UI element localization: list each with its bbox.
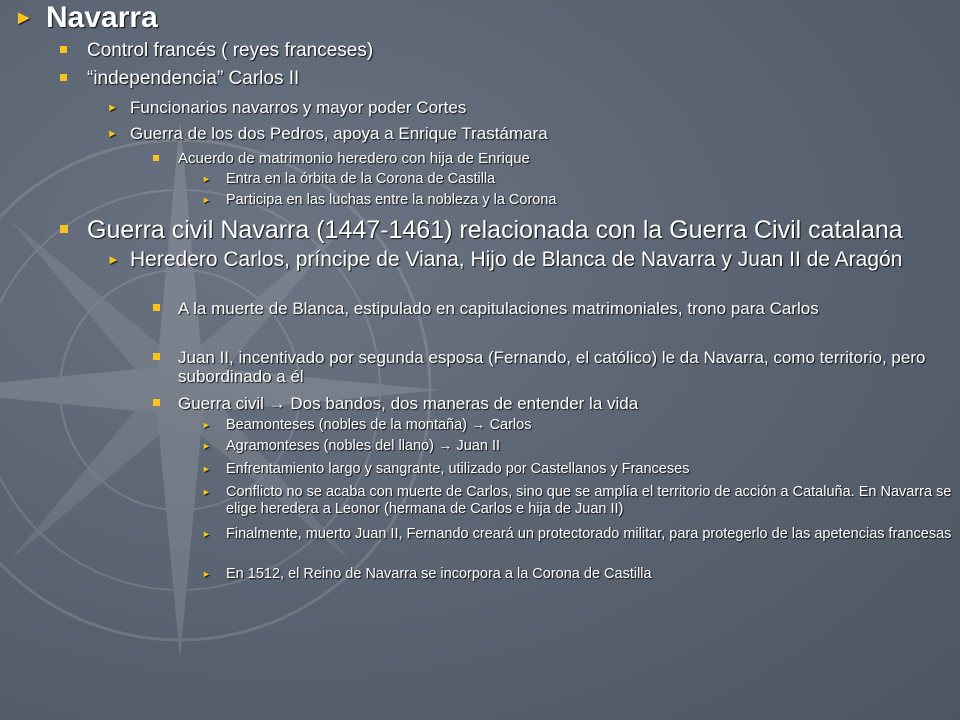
bullet-text: Navarra [46,1,158,34]
arrow-bullet-icon: ► [14,7,34,29]
bullet-line [202,417,952,434]
square-bullet-icon [60,74,67,81]
bullet-text: Entra en la órbita de la Corona de Castilla [226,171,496,187]
bullet-line [60,68,299,90]
arrow-bullet-icon: ► [202,441,211,451]
arrow-bullet-icon: ► [202,195,211,205]
bullet-text: Juan II, incentivado por segunda esposa (Fernando, el católico) le da Navarra, como territorio, pero subordinado a él [178,348,926,386]
arrow-bullet-icon: ► [107,252,120,267]
bullet-text: A la muerte de Blanca, estipulado en capitulaciones matrimoniales, trono para Carlos [178,299,819,318]
bullet-line [153,299,933,318]
bullet-line [60,40,373,62]
bullet-line [14,2,158,34]
bullet-text: Guerra civil Navarra (1447-1461) relacionada con la Guerra Civil catalana [87,216,903,244]
bullet-line [202,484,952,518]
arrow-bullet-icon: ► [202,569,211,579]
bullet-text: Participa en las luchas entre la nobleza y la Corona [226,192,557,208]
bullet-line [202,461,952,478]
square-bullet-icon [153,155,159,161]
bullet-text: Acuerdo de matrimonio heredero con hija de Enrique [178,150,530,167]
bullet-line [202,438,952,455]
bullet-line [153,348,933,386]
bullet-line [153,150,530,167]
bullet-text: Agramonteses (nobles del llano) → Juan II [226,438,501,454]
bullet-text: Guerra civil → Dos bandos, dos maneras de entender la vida [178,394,639,413]
bullet-text: Finalmente, muerto Juan II, Fernando creará un protectorado militar, para protegerlo de las apetencias francesas [226,526,952,542]
bullet-text: Heredero Carlos, príncipe de Viana, Hijo de Blanca de Navarra y Juan II de Aragón [130,248,903,271]
bullet-line [107,98,466,118]
bullet-line [153,394,933,413]
bullet-line [202,192,952,209]
bullet-line [107,124,548,144]
square-bullet-icon [153,399,160,406]
bullet-line [202,566,952,583]
arrow-bullet-icon: ► [202,487,211,497]
bullet-line [60,217,950,243]
bullet-text: Guerra de los dos Pedros, apoya a Enrique Trastámara [130,124,548,143]
square-bullet-icon [153,304,160,311]
square-bullet-icon [153,353,160,360]
arrow-bullet-icon: ► [107,128,118,140]
arrow-bullet-icon: ► [107,102,118,114]
arrow-bullet-icon: ► [202,420,211,430]
bullet-line [202,171,952,188]
bullet-text: Funcionarios navarros y mayor poder Cortes [130,98,467,117]
arrow-bullet-icon: ► [202,464,211,474]
bullet-line [202,526,952,543]
square-bullet-icon [60,46,67,53]
bullet-text: “independencia” Carlos II [87,68,300,89]
bullet-text: Beamonteses (nobles de la montaña) → Carlos [226,417,532,433]
bullet-text: Control francés ( reyes franceses) [87,40,374,61]
bullet-text: En 1512, el Reino de Navarra se incorpora a la Corona de Castilla [226,566,652,582]
bullet-text: Enfrentamiento largo y sangrante, utilizado por Castellanos y Franceses [226,461,690,477]
arrow-bullet-icon: ► [202,174,211,184]
bullet-text: Conflicto no se acaba con muerte de Carlos, sino que se amplía el territorio de acción a Cataluña. En Navarra se elige heredera a Leonor (hermana de Carlos e hija de Juan II) [226,484,952,517]
bullet-line [107,249,947,271]
arrow-bullet-icon: ► [202,529,211,539]
square-bullet-icon [60,225,68,233]
